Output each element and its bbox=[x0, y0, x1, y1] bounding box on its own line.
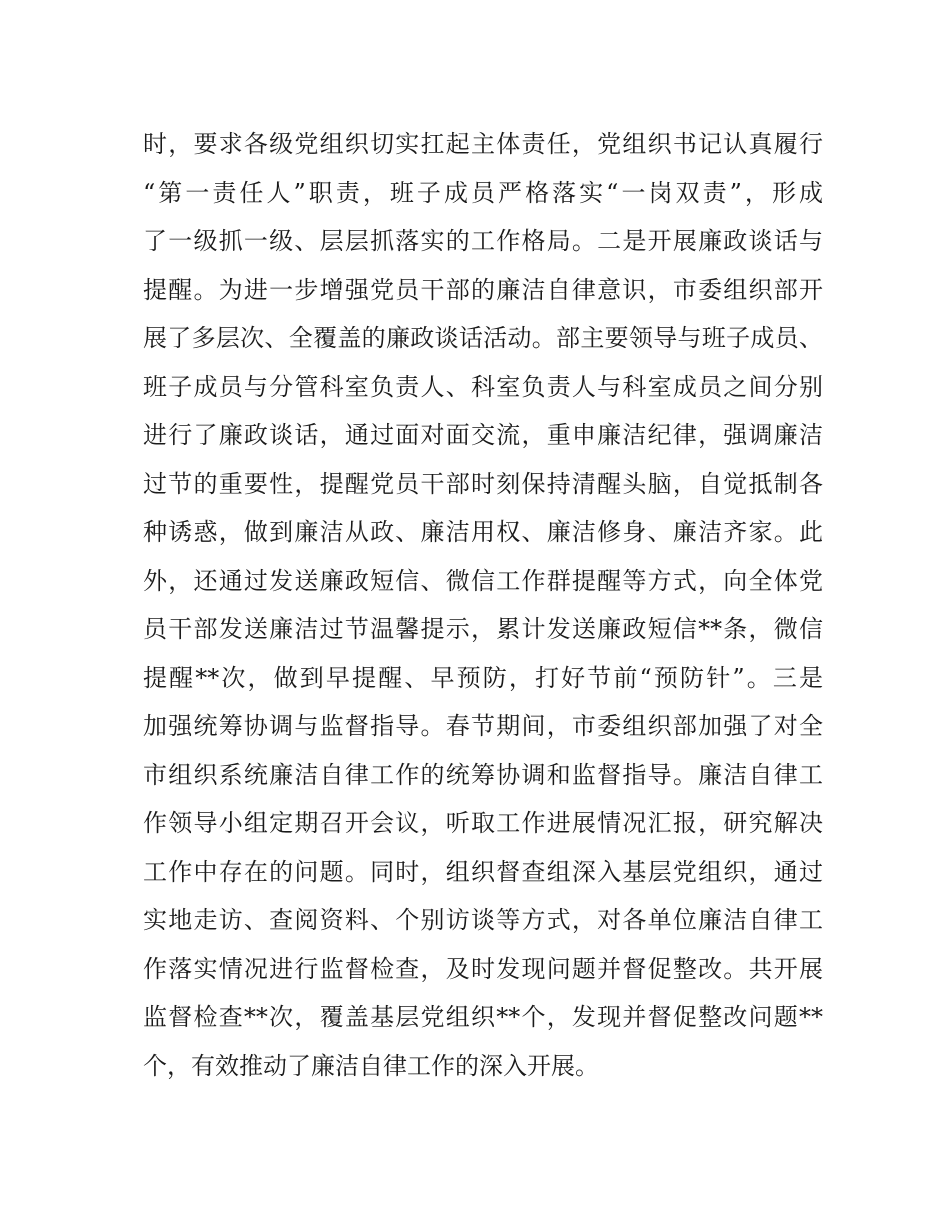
text-line: 监督检查**次，覆盖基层党组织**个，发现并督促整改问题** bbox=[143, 1003, 823, 1031]
text-line: 市组织系统廉洁自律工作的统筹协调和监督指导。廉洁自律工 bbox=[143, 760, 823, 789]
text-line: 提醒。为进一步增强党员干部的廉洁自律意识，市委组织部开 bbox=[143, 275, 823, 304]
text-line: 作落实情况进行监督检查，及时发现问题并督促整改。共开展 bbox=[143, 954, 823, 983]
text-line: 提醒**次，做到早提醒、早预防，打好节前“预防针”。三是 bbox=[143, 663, 823, 692]
text-line: 时，要求各级党组织切实扛起主体责任，党组织书记认真履行 bbox=[143, 130, 823, 158]
text-line: 过节的重要性，提醒党员干部时刻保持清醒头脑，自觉抵制各 bbox=[143, 469, 823, 498]
text-line: “第一责任人”职责，班子成员严格落实“一岗双责”，形成 bbox=[143, 178, 823, 207]
text-line: 实地走访、查阅资料、个别访谈等方式，对各单位廉洁自律工 bbox=[143, 906, 823, 934]
text-line: 员干部发送廉洁过节温馨提示，累计发送廉政短信**条，微信 bbox=[143, 615, 823, 643]
text-line: 班子成员与分管科室负责人、科室负责人与科室成员之间分别 bbox=[143, 372, 823, 401]
text-line: 了一级抓一级、层层抓落实的工作格局。二是开展廉政谈话与 bbox=[143, 227, 823, 255]
text-line: 外，还通过发送廉政短信、微信工作群提醒等方式，向全体党 bbox=[143, 566, 823, 595]
text-line: 个，有效推动了廉洁自律工作的深入开展。 bbox=[143, 1051, 599, 1080]
text-line: 进行了廉政谈话，通过面对面交流，重申廉洁纪律，强调廉洁 bbox=[143, 421, 823, 449]
text-line: 工作中存在的问题。同时，组织督查组深入基层党组织，通过 bbox=[143, 857, 823, 886]
text-line: 展了多层次、全覆盖的廉政谈话活动。部主要领导与班子成员、 bbox=[143, 324, 823, 352]
text-line: 加强统筹协调与监督指导。春节期间，市委组织部加强了对全 bbox=[143, 712, 823, 740]
text-line: 种诱惑，做到廉洁从政、廉洁用权、廉洁修身、廉洁齐家。此 bbox=[143, 518, 823, 546]
text-line: 作领导小组定期召开会议，听取工作进展情况汇报，研究解决 bbox=[143, 809, 823, 837]
body-paragraph bbox=[143, 120, 823, 1090]
